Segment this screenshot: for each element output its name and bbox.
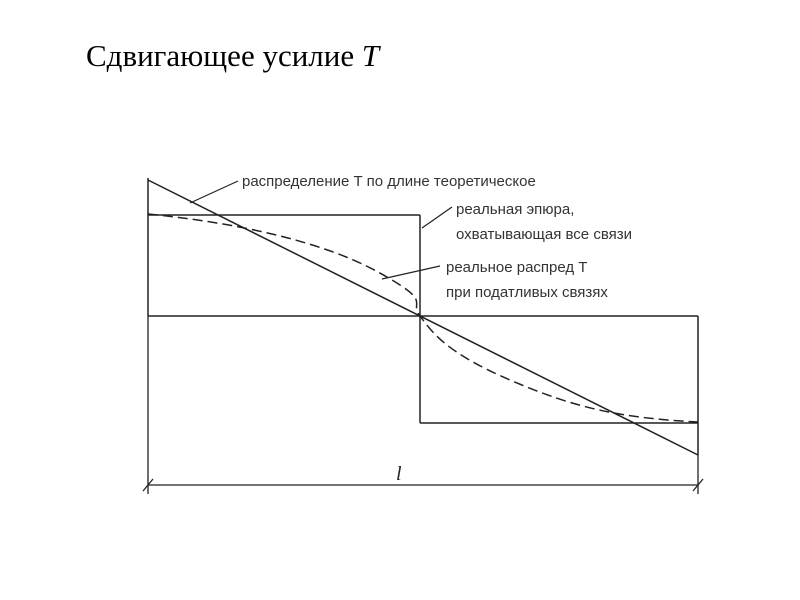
rectangular-leader-line: [422, 207, 452, 228]
dimension-label: l: [396, 463, 402, 485]
theoretical-label: распределение T по длине теоретическое: [242, 173, 536, 190]
title-text: Сдвигающее усилие: [86, 38, 355, 73]
theoretical-leader-line: [190, 181, 238, 203]
title-symbol: T: [361, 38, 380, 73]
rectangular-label-line1: реальная эпюра,: [456, 201, 575, 218]
compliant-label-line2: при податливых связях: [446, 284, 608, 301]
compliant-leader-line: [382, 266, 440, 279]
rectangular-label-line2: охватывающая все связи: [456, 226, 632, 243]
compliant-label-line1: реальное распред T: [446, 259, 588, 276]
